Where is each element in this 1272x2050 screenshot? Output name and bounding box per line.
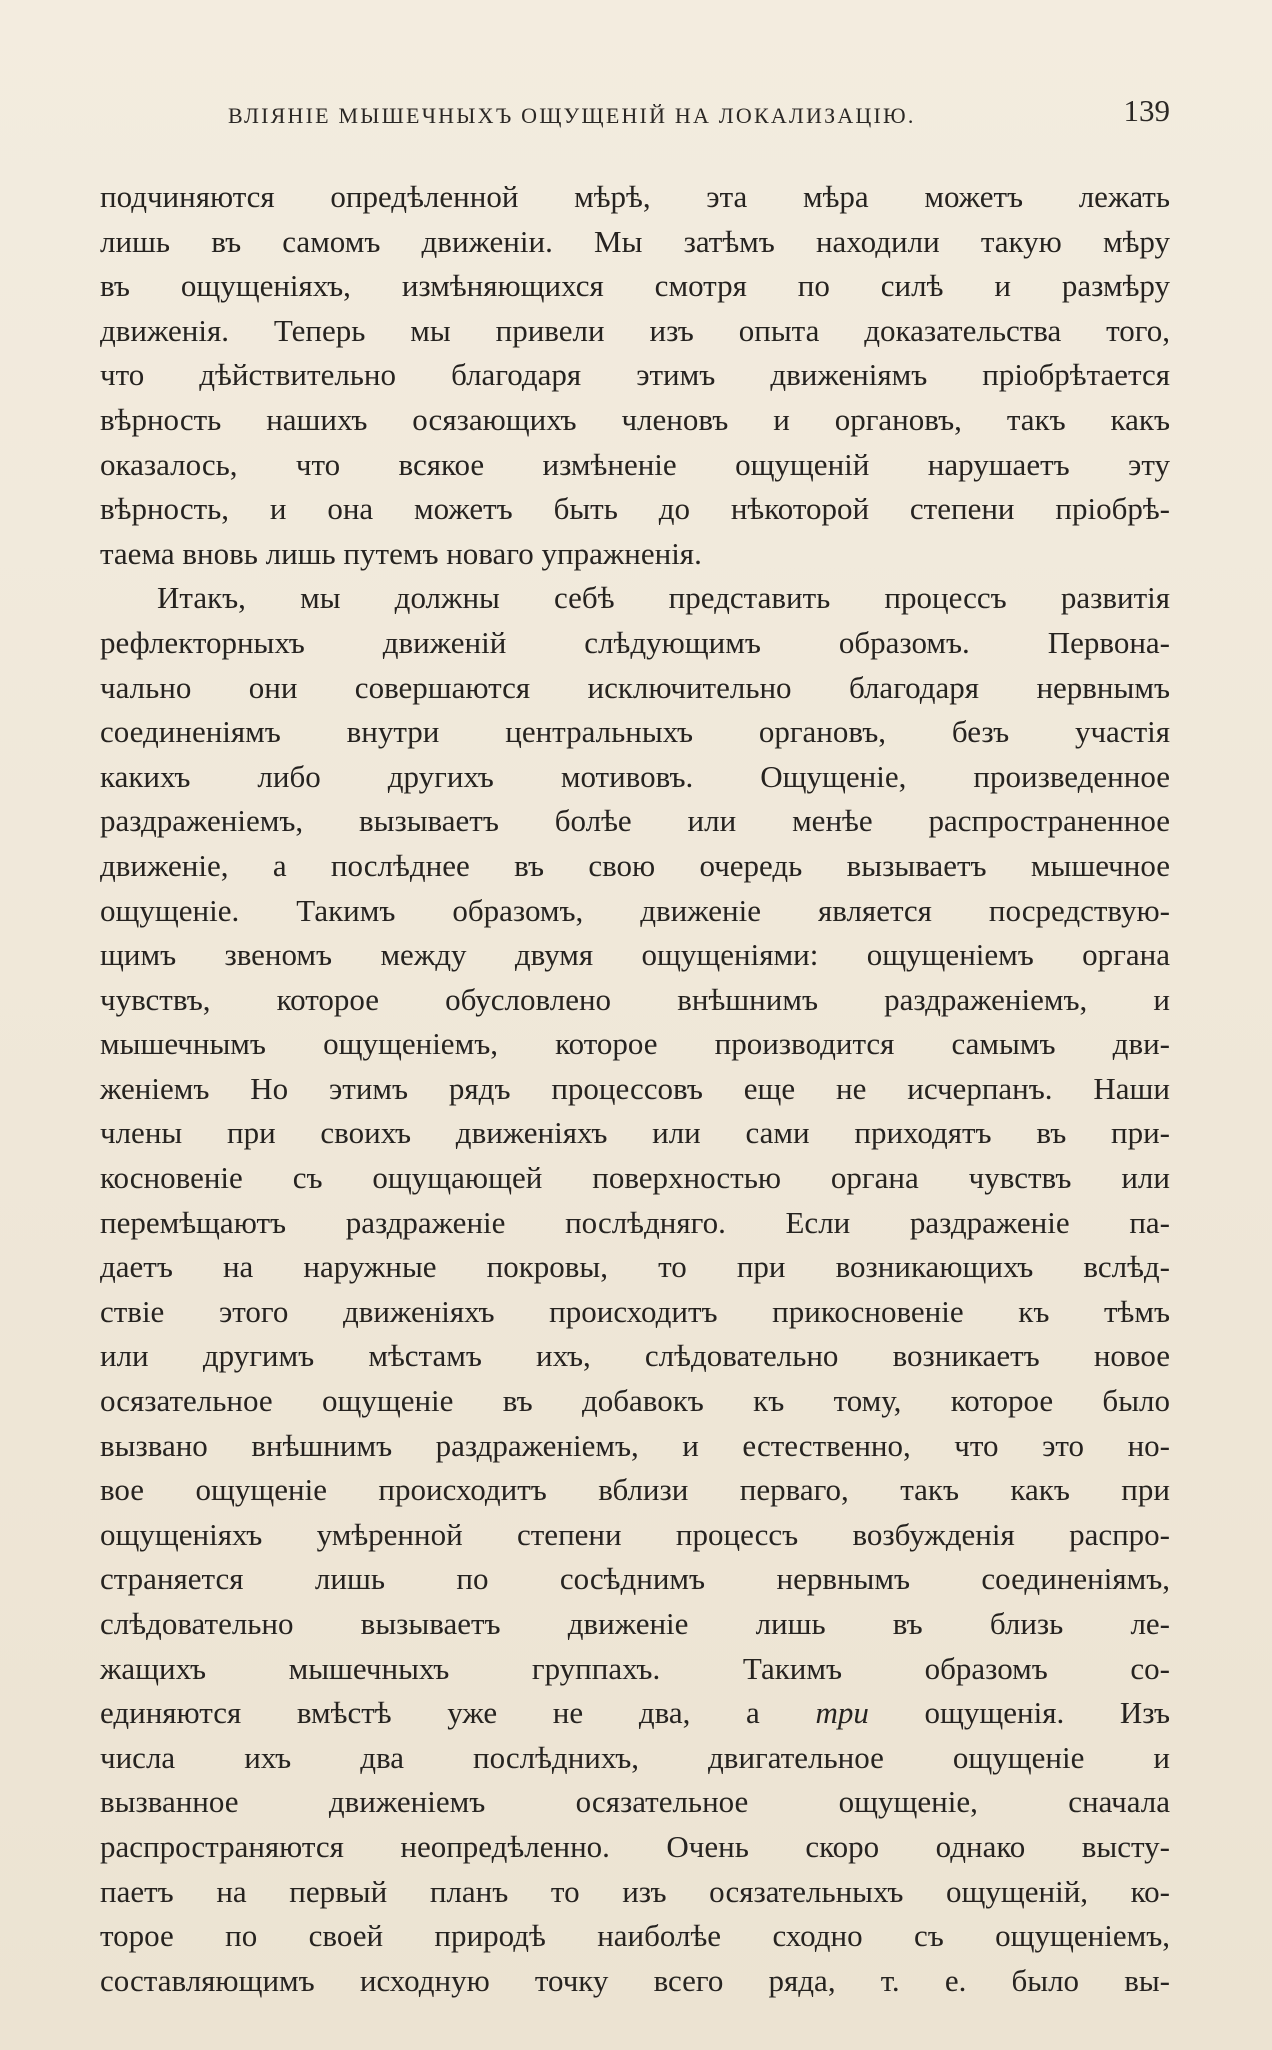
text-segment: ощущенія. Изъ <box>924 1695 1171 1731</box>
text-line: ощущеніе. Такимъ образомъ, движеніе является посредствую- <box>100 892 1170 928</box>
text-line: ствіе этого движеніяхъ происходитъ прикосновеніе къ тѣмъ <box>100 1293 1170 1329</box>
text-line-with-emphasis <box>100 1691 1170 1736</box>
text-line: движеніе, а послѣднее въ свою очередь вызываетъ мышечное <box>100 847 1170 883</box>
text-line: составляющимъ исходную точку всего ряда, т. е. было вы- <box>100 1962 1170 1998</box>
text-line: или другимъ мѣстамъ ихъ, слѣдовательно возникаетъ новое <box>100 1338 1170 1374</box>
text-line: въ ощущеніяхъ, измѣняющихся смотря по силѣ и размѣру <box>100 268 1170 304</box>
text-line: члены при своихъ движеніяхъ или сами приходятъ въ при- <box>100 1115 1170 1151</box>
text-line: лишь въ самомъ движеніи. Мы затѣмъ находили такую мѣру <box>100 223 1170 259</box>
text-line: рефлекторныхъ движеній слѣдующимъ образомъ. Первона- <box>100 624 1170 660</box>
text-line: вѣрность, и она можетъ быть до нѣкоторой степени пріобрѣ- <box>100 491 1170 527</box>
text-line: вызвано внѣшнимъ раздраженіемъ, и естественно, что это но- <box>100 1427 1170 1463</box>
text-line: женіемъ Но этимъ рядъ процессовъ еще не исчерпанъ. Наши <box>100 1070 1170 1106</box>
text-line: ощущеніяхъ умѣренной степени процессъ возбужденія распро- <box>100 1516 1170 1552</box>
text-line: осязательное ощущеніе въ добавокъ къ тому, которое было <box>100 1383 1170 1419</box>
emphasized-word: три <box>815 1695 869 1731</box>
running-header <box>100 93 1170 133</box>
text-line: оказалось, что всякое измѣненіе ощущеній нарушаетъ эту <box>100 446 1170 482</box>
text-line: подчиняются опредѣленной мѣрѣ, эта мѣра можетъ лежать <box>100 179 1170 214</box>
text-line: что дѣйствительно благодаря этимъ движеніямъ пріобрѣтается <box>100 357 1170 393</box>
text-line: торое по своей природѣ наиболѣе сходно съ ощущеніемъ, <box>100 1918 1170 1954</box>
text-line: мышечнымъ ощущеніемъ, которое производится самымъ дви- <box>100 1026 1170 1062</box>
text-line: вѣрность нашихъ осязающихъ членовъ и органовъ, такъ какъ <box>100 401 1170 437</box>
text-line: раздраженіемъ, вызываетъ болѣе или менѣе распространенное <box>100 803 1170 839</box>
text-line: даетъ на наружные покровы, то при возникающихъ вслѣд- <box>100 1249 1170 1285</box>
text-segment: единяются вмѣстѣ уже не два, а <box>100 1695 760 1731</box>
body-text <box>100 175 1170 2003</box>
page-number: 139 <box>1123 93 1170 128</box>
text-line: вызванное движеніемъ осязательное ощущеніе, сначала <box>100 1784 1170 1820</box>
text-line: чально они совершаются исключительно благодаря нервнымъ <box>100 669 1170 705</box>
text-line: какихъ либо другихъ мотивовъ. Ощущеніе, произведенное <box>100 758 1170 794</box>
text-line: числа ихъ два послѣднихъ, двигательное ощущеніе и <box>100 1739 1170 1775</box>
text-line: соединеніямъ внутри центральныхъ органовъ, безъ участія <box>100 714 1170 750</box>
text-line: движенія. Теперь мы привели изъ опыта доказательства того, <box>100 312 1170 348</box>
paragraph-end-line: таема вновь лишь путемъ новаго упражненія. <box>100 535 702 571</box>
text-line: чувствъ, которое обусловлено внѣшнимъ раздраженіемъ, и <box>100 981 1170 1017</box>
text-line: щимъ звеномъ между двумя ощущеніями: ощущеніемъ органа <box>100 937 1170 973</box>
text-line: слѣдовательно вызываетъ движеніе лишь въ близь ле- <box>100 1606 1170 1641</box>
text-line: паетъ на первый планъ то изъ осязательныхъ ощущеній, ко- <box>100 1873 1170 1909</box>
text-line: перемѣщаютъ раздраженіе послѣдняго. Если раздраженіе па- <box>100 1204 1170 1240</box>
running-title: ВЛІЯНІЕ МЫШЕЧНЫХЪ ОЩУЩЕНІЙ НА ЛОКАЛИЗАЦІЮ. <box>228 103 916 128</box>
text-line: жащихъ мышечныхъ группахъ. Такимъ образомъ со- <box>100 1650 1170 1686</box>
text-line: косновеніе съ ощущающей поверхностью органа чувствъ или <box>100 1160 1170 1196</box>
paragraph-start-line: Итакъ, мы должны себѣ представить процессъ развитія <box>157 580 1170 616</box>
text-line: вое ощущеніе происходитъ вблизи перваго, такъ какъ при <box>100 1472 1170 1508</box>
text-line: распространяются неопредѣленно. Очень скоро однако высту- <box>100 1828 1170 1864</box>
text-line: страняется лишь по сосѣднимъ нервнымъ соединеніямъ, <box>100 1561 1170 1597</box>
